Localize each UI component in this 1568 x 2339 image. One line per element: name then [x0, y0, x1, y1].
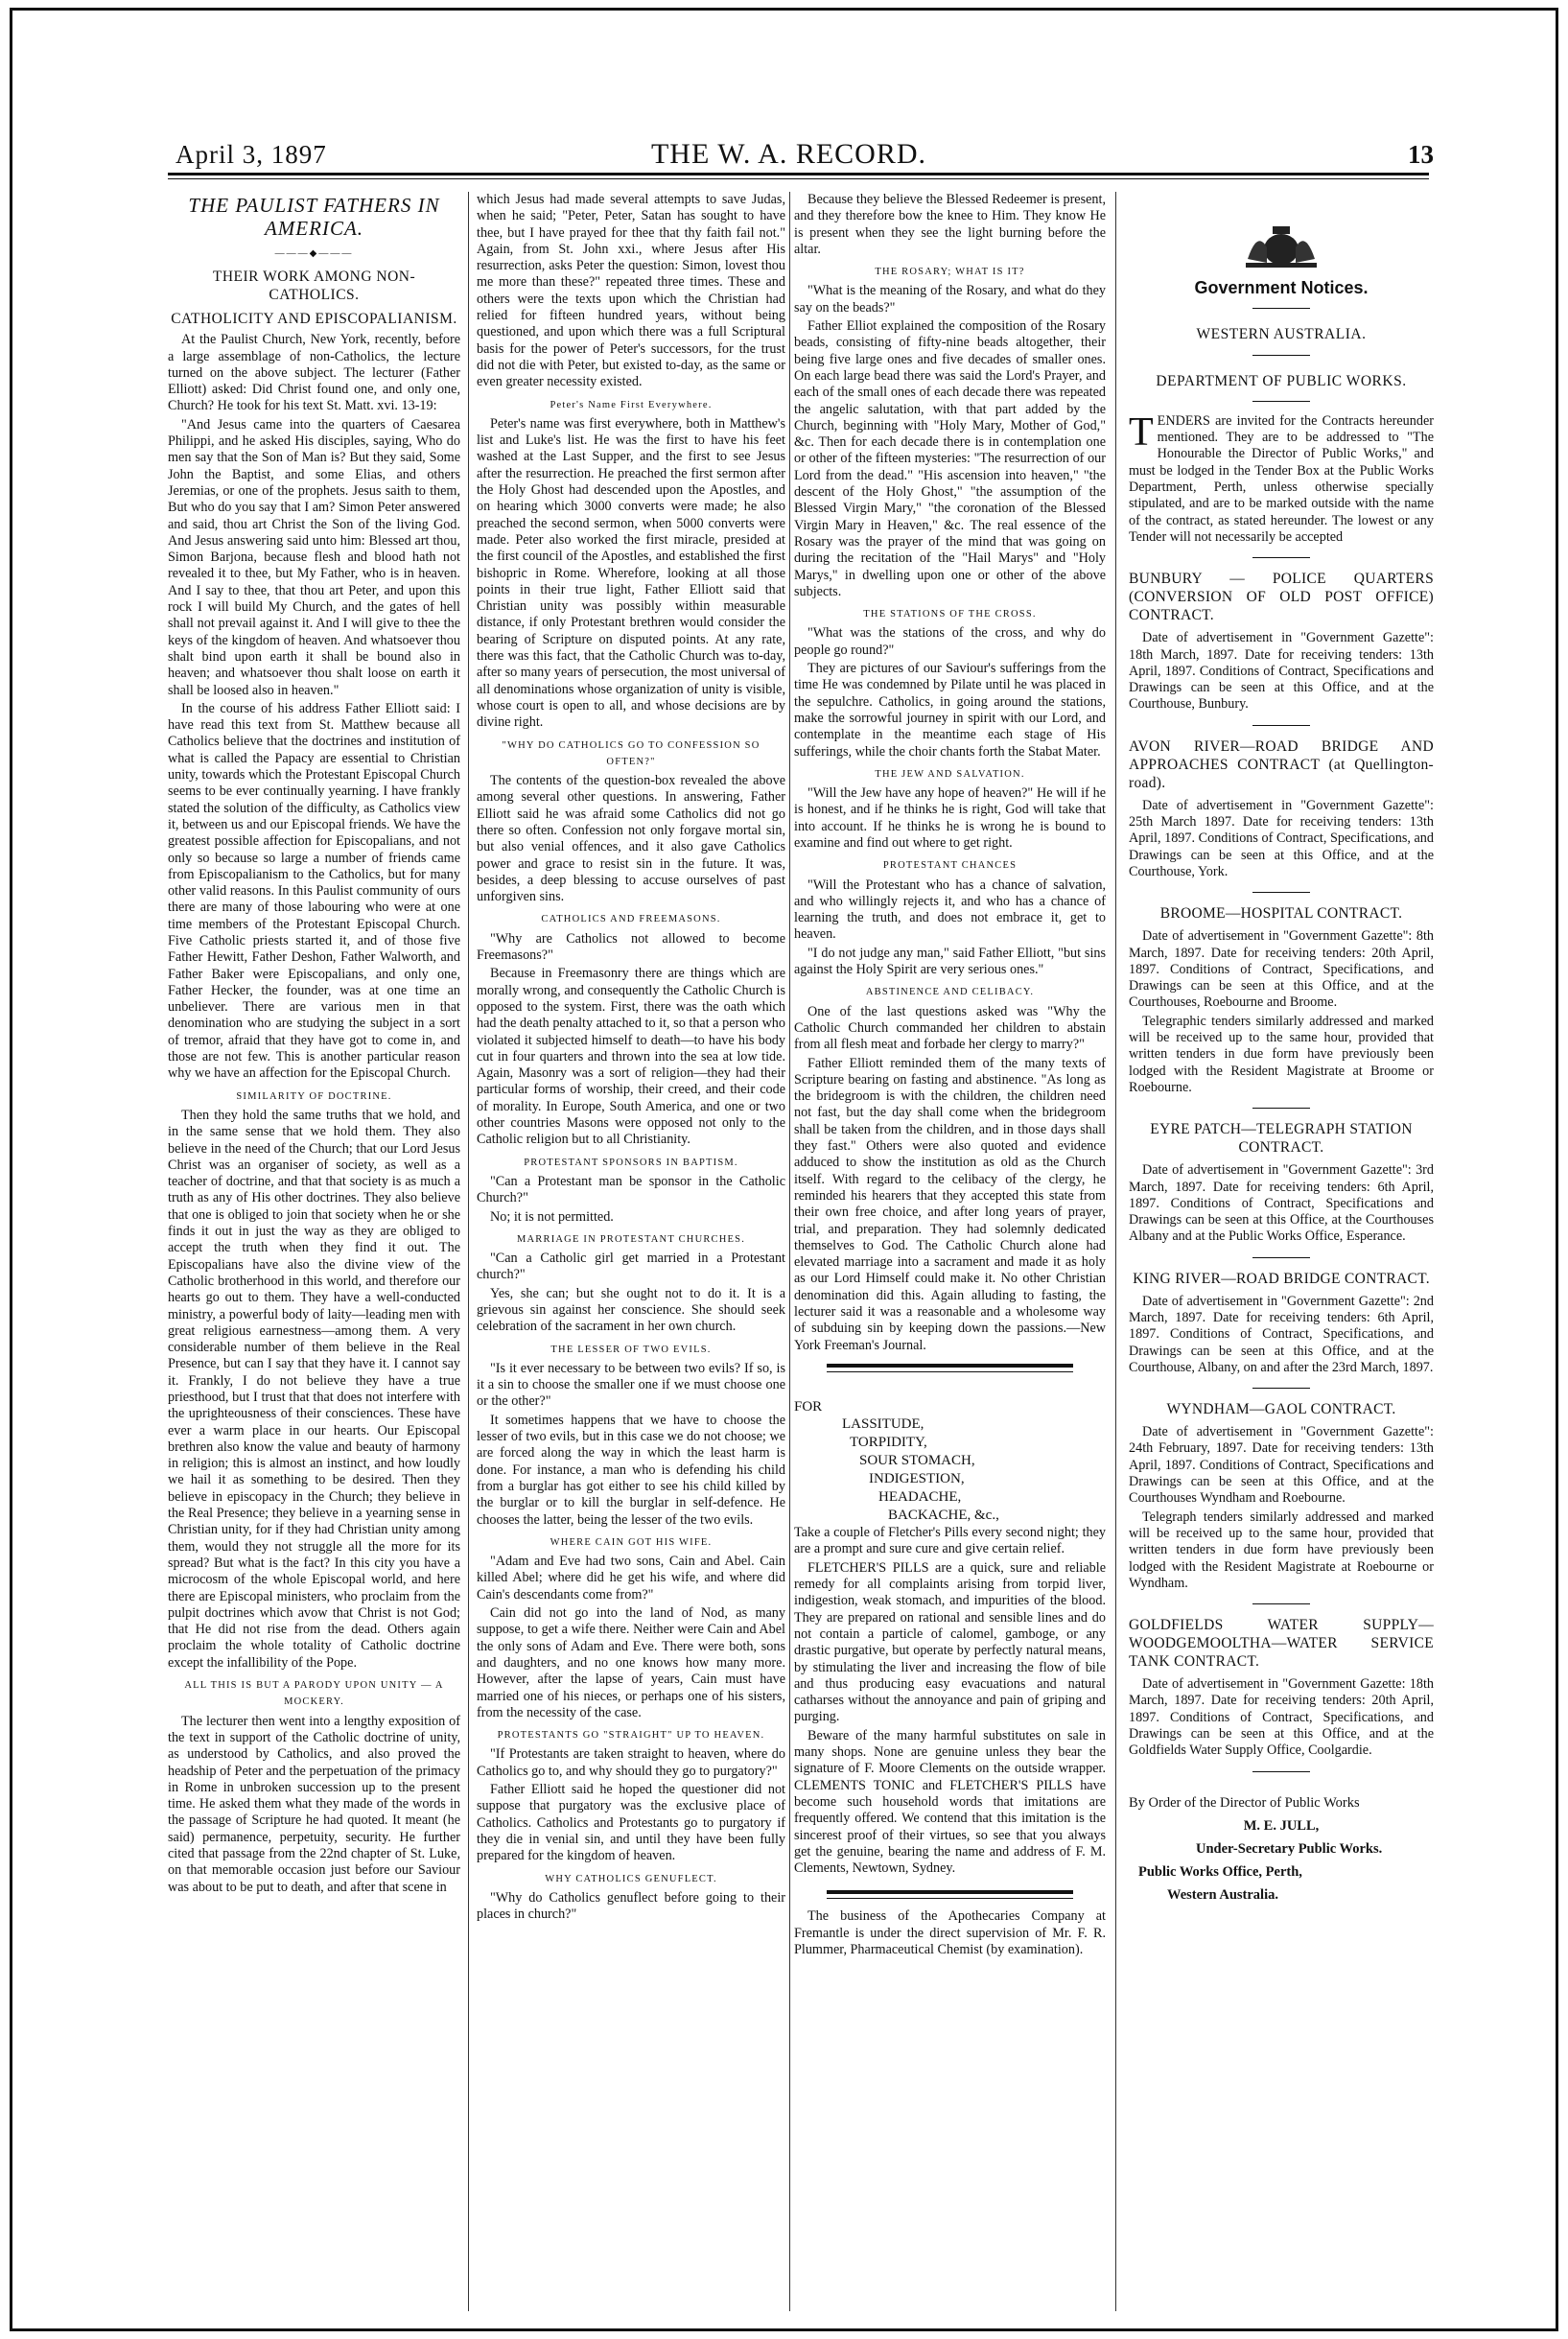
advert-paragraph: Beware of the many harmful substitutes on sale in many shops. None are genuine unless they bear the signature of F. Moore Clements on the outside wrapper. CLEMENTS TONIC and FLETCHER'S PILLS have become such household words that imitations are frequently offered. We contend that this imitation is the sincerest proof of their virtues, so see that you always get the genuine, bearing the name and address of F. M. Clements, Newtown, Sydney.: [794, 1727, 1106, 1877]
article-title: THE PAULIST FATHERS IN AMERICA.: [188, 194, 440, 240]
divider: [1252, 1388, 1310, 1389]
paragraph: Father Elliot explained the composition of the Rosary beads, consisting of fifty-nine beads altogether, their being five large ones and five decades of smaller ones. On each large bead there was said the Lord's Prayer, and each of the small ones of each decade there was repeated the angelic salutation, with that part added by the Church, beginning with "Holy Mary, Mother of God," &c. Then for each decade there is in contemplation one or other of the fifteen mysteries: "The resurrection of our Lord from the dead." "His ascension into heaven," "the descent of the Holy Ghost," "the assumption of the Blessed Virgin Mary," "the coronation of the Blessed Virgin Mary in Heaven," &c. The real essence of the Rosary was the prayer of the mind that was going on during the recitation of the "Hail Marys" and "Holy Marys," in dwelling upon one or other of the above subjects.: [794, 318, 1106, 599]
section-heading: PROTESTANT CHANCES: [882, 860, 1018, 872]
paragraph: "Why are Catholics not allowed to become Freemasons?": [477, 930, 785, 964]
newspaper-page: [139, 134, 1439, 2311]
section-heading: CATHOLICS AND FREEMASONS.: [541, 914, 721, 925]
ailment-item: TORPIDITY,: [850, 1435, 927, 1451]
article-subheading: THEIR WORK AMONG NON-CATHOLICS.: [212, 269, 416, 304]
tender-details: Date of advertisement in "Government Gazette": 25th March 1897. Date for receiving tenders: 13th April, 1897. Conditions of Contract, Specifications, and Drawings can be seen at this Office, and at the Courthouse, York.: [1129, 797, 1434, 879]
column-4: [1129, 192, 1434, 2316]
article-subheading: CATHOLICITY AND EPISCOPALIANISM.: [171, 311, 457, 328]
divider: [1252, 892, 1310, 893]
paragraph: It sometimes happens that we have to choose the lesser of two evils, but in this case we do not choose; we are forced along the way in which the least harm is done. For instance, a man who is defending his child from a burglar has got either to see his child killed by the burglar or to kill the burglar in self-defence. He chooses the latter, being the lesser of the two evils.: [477, 1412, 785, 1528]
state-heading: WESTERN AUSTRALIA.: [1196, 326, 1367, 343]
header-rule-thin: [168, 178, 1429, 179]
tender-title: KING RIVER—ROAD BRIDGE CONTRACT.: [1133, 1270, 1430, 1287]
section-heading: MARRIAGE IN PROTESTANT CHURCHES.: [516, 1233, 746, 1245]
divider: [1252, 557, 1310, 558]
masthead-title: THE W. A. RECORD.: [650, 138, 927, 170]
paragraph: In the course of his address Father Elliott said: I have read this text from St. Matthew because all Catholics believe that the doctrines and institution of what is called the Papacy are essential to Christian unity, towards which the Protestant Episcopal Church seems to be ever continually yearning. I have frankly stated the solution of the difficulty, as Catholics view it, between us and our Episcopal friends. We have the greatest possible affection for Episcopalians, and not only so because so large a number of friends came from Episcopalianism to the Catholics, but for many other valid reasons. In this Paulist community of ours there are many of those labouring who were at one time members of the Protestant Episcopal Church. Five Catholic priests started it, and of those five Father Hewitt, Father Deshon, Father Walworth, and Father Baker were Episcopalians, and only one, Father Hecker, the founder, was at one time an unbeliever. There are various men in that denomination who are studying the subject in a sort of tremor, afraid that they have got to come in, and those are not few. This is another particular reason why we have an affection for the Episcopal Church.: [168, 700, 460, 1082]
page-header: [139, 134, 1439, 176]
ailment-item: SOUR STOMACH,: [859, 1453, 975, 1469]
divider: [1252, 308, 1310, 309]
paragraph: "Is it ever necessary to be between two evils? If so, is it a sin to choose the smaller one if we must choose one or the other?": [477, 1360, 785, 1410]
signature-line: By Order of the Director of Public Works: [1129, 1794, 1360, 1811]
section-heading: PROTESTANTS GO "STRAIGHT" UP TO HEAVEN.: [497, 1730, 765, 1742]
paragraph: The lecturer then went into a lengthy exposition of the text in support of the Catholic doctrine of unity, as understood by Catholics, and also proved the headship of Peter and the perpetuation of the primacy in Rome in unbroken succession up to the present time. He asked them what they made of the words in the passage of Scripture he had quoted. It meant (he said) permanence, perpetuity, security. He further cited that passage from the 22nd chapter of St. Luke, on that memorable occasion just before our Saviour was about to be put to death, and after that scene in: [168, 1713, 460, 1895]
office-address: Public Works Office, Perth,: [1138, 1863, 1302, 1880]
tender-title: EYRE PATCH—TELEGRAPH STATION CONTRACT.: [1150, 1121, 1413, 1157]
paragraph: "Will the Protestant who has a chance of salvation, and who willingly rejects it, and who has a chance of learning the truth, and does not embrace it, get to heaven.: [794, 877, 1106, 943]
tender-title: GOLDFIELDS WATER SUPPLY—WOODGEMOOLTHA—WATER SERVICE TANK CONTRACT.: [1129, 1617, 1434, 1671]
signatory-name: M. E. JULL,: [1243, 1817, 1320, 1834]
section-heading: THE JEW AND SALVATION.: [875, 768, 1025, 780]
tender-title: WYNDHAM—GAOL CONTRACT.: [1166, 1401, 1396, 1418]
paragraph: "Why do Catholics genuflect before going to their places in church?": [477, 1889, 785, 1923]
apothecaries-notice: The business of the Apothecaries Company at Fremantle is under the direct supervision of Mr. F. R. Plummer, Pharmaceutical Chemist (by examination).: [794, 1908, 1106, 1958]
advert-ailment-list: [842, 1415, 1106, 1525]
column-divider: [1115, 192, 1116, 2311]
advert-paragraph: Take a couple of Fletcher's Pills every second night; they are a prompt and sure cure and give certain relief.: [794, 1525, 1106, 1557]
column-divider: [468, 192, 469, 2311]
tender-title: BUNBURY — POLICE QUARTERS (CONVERSION OF OLD POST OFFICE) CONTRACT.: [1129, 571, 1434, 624]
column-3: [794, 192, 1106, 2316]
divider: [1252, 401, 1310, 402]
paragraph: At the Paulist Church, New York, recently, before a large assemblage of non-Catholics, the lecture turned on the above subject. The lecturer (Father Elliott) asked: Did Christ found one, and only one, Church? He took for his text St. Matt. xvi. 13-19:: [168, 332, 460, 414]
advert-rule-thin: [827, 1371, 1073, 1372]
tender-details: Date of advertisement in "Government Gazette: 18th March, 1897. Date for receiving tenders: 20th April, 1897. Conditions of Contract, Specifications, and Drawings can be seen at this Office, and at the Goldfields Water Supply Office, Coolgardie.: [1129, 1676, 1434, 1759]
fletchers-pills-advert: [794, 1399, 1106, 1878]
tender-details: Date of advertisement in "Government Gazette": 8th March, 1897. Date for receiving tenders: 20th April, 1897. Conditions of Contract, Specifications, and Drawings can be seen at this Office, and at the Courthouses, Roebourne and Broome.: [1129, 928, 1434, 1011]
signature-block: [1129, 1791, 1434, 1906]
column-2: [477, 192, 785, 2316]
section-heading: THE LESSER OF TWO EVILS.: [550, 1344, 712, 1355]
paragraph: Father Elliott said he hoped the questioner did not suppose that purgatory was the exclusive place of Catholics. Catholics and Protestants go to purgatory if they die in venial sin, and until they have been fully prepared for the kingdom of heaven.: [477, 1782, 785, 1864]
ailment-item: LASSITUDE,: [842, 1416, 924, 1433]
tender-details: Date of advertisement in "Government Gazette": 2nd March, 1897. Date for receiving tenders: 6th April, 1897. Conditions of Contract, Specifications, and Drawings can be seen at this Office, and at the Courthouse, Albany, on and after the 23rd March, 1897.: [1129, 1293, 1434, 1375]
header-rule: [168, 173, 1429, 175]
section-heading: WHY CATHOLICS GENUFLECT.: [545, 1873, 717, 1884]
divider: [1252, 725, 1310, 726]
paragraph: The contents of the question-box revealed the above among several other questions. In answering, Father Elliott said he was afraid some Catholics did not go there so often. Confession not only forgave mortal sin, but also venial offences, and it also gave Catholics power and grace to resist sin in the future. It was, besides, a deep blessing to accuse ourselves of past unforgiven sins.: [477, 773, 785, 905]
paragraph: Cain did not go into the land of Nod, as many suppose, to get a wife there. Neither were Cain and Abel the only sons of Adam and Eve. There were both, sons and daughters, and no one knows how many more. However, after the lapse of years, Cain must have married one of his nieces, or perhaps one of his sisters, from the necessity of the case.: [477, 1605, 785, 1720]
paragraph: "What was the stations of the cross, and why do people go round?": [794, 625, 1106, 658]
paragraph: Because they believe the Blessed Redeemer is present, and they therefore bow the knee to Him. They know He is present when they see the light burning before the altar.: [794, 192, 1106, 257]
ailment-item: HEADACHE,: [878, 1489, 962, 1506]
tender-details: Date of advertisement in "Government Gazette": 3rd March, 1897. Date for receiving tenders: 6th April, 1897. Conditions of Contract, Specifications and Drawings can be seen at this Office, at the Courthouses Albany and at the Public Works Office, Esperance.: [1129, 1162, 1434, 1245]
column-1: [168, 192, 460, 2316]
department-heading: DEPARTMENT OF PUBLIC WORKS.: [1156, 372, 1407, 389]
divider: [1252, 1771, 1310, 1772]
issue-date: April 3, 1897: [176, 140, 327, 169]
office-state: Western Australia.: [1167, 1886, 1278, 1903]
paragraph: "Adam and Eve had two sons, Cain and Abel. Cain killed Abel; where did he get his wife, and where did Cain's descendants come from?": [477, 1554, 785, 1602]
section-heading: THE STATIONS OF THE CROSS.: [863, 609, 1037, 620]
section-heading: ABSTINENCE AND CELIBACY.: [865, 987, 1035, 998]
section-heading: THE ROSARY; WHAT IS IT?: [875, 267, 1025, 278]
paragraph: "Will the Jew have any hope of heaven?" He will if he is honest, and if he thinks he is right, God will take that into account. If he thinks he is wrong he is bound to examine and find out where to get right.: [794, 785, 1106, 851]
section-title: Government Notices.: [1194, 278, 1369, 297]
section-heading: SIMILARITY OF DOCTRINE.: [236, 1090, 392, 1102]
divider: [1252, 1257, 1310, 1258]
paragraph: Peter's name was first everywhere, both in Matthew's list and Luke's list. He was the first to have his feet washed at the Last Supper, and the first to see Jesus after the resurrection. He preached the first sermon after the Holy Ghost had descended upon the Apostles, and on hearing which 3000 converts were made; he also preached the second sermon, when 5000 converts were made. Peter also worked the first miracle, presided at the first council of the Apostles, and established the first bishopric in Rome. Wherefore, looking at all those points in their true light, Father Elliott said that Christian unity was possibly within measurable distance, if only Protestant brethren would consider the bearing of Scripture on disputed points. At any rate, there was this fact, that the Catholic Church was to-day, after so many years of persecution, the most universal of all denominations whose organization of unity is visible, whose court is open to all, and whose decisions are by divine right.: [477, 415, 785, 731]
paragraph: "If Protestants are taken straight to heaven, where do Catholics go to, and why should they go to purgatory?": [477, 1746, 785, 1779]
coat-of-arms-icon: [1129, 221, 1434, 274]
divider: [1252, 355, 1310, 356]
drop-cap: T: [1129, 409, 1154, 455]
column-divider: [789, 192, 790, 2311]
advert-rule: [827, 1364, 1073, 1368]
advert-for-label: FOR: [794, 1398, 823, 1415]
paragraph: "Can a Protestant man be sponsor in the Catholic Church?": [477, 1173, 785, 1206]
paragraph: "And Jesus came into the quarters of Caesarea Philippi, and he asked His disciples, saying, Who do men say that the Son of Man is? But they said, Some John the Baptist, and some Elias, and others Jeremias, or one of the prophets. Jesus saith to them, But who do you say that I am? Simon Peter answered and said, thou art Christ the Son of the living God. And Jesus answering said unto him: Blessed art thou, Simon Barjona, because flesh and blood hath not revealed it to thee, but My Father, who is in heaven. And I say to thee, that thou art Peter, and upon this rock I will build My Church, and the gates of hell shall not prevail against it. And I will give to thee the keys of the kingdom of heaven. And whatsoever thou shalt bind upon earth it shall be bound also in heaven; and whatsoever thou shalt loose on earth it shall be loosed also in heaven.": [168, 416, 460, 698]
signatory-title: Under-Secretary Public Works.: [1196, 1840, 1383, 1857]
section-heading: "WHY DO CATHOLICS GO TO CONFESSION SO OFTEN?": [502, 739, 761, 767]
tender-intro: TENDERS are invited for the Contracts hereunder mentioned. They are to be addressed to "The Honourable the Director of Public Works," and must be lodged in the Tender Box at the Public Works Department, Perth, unless otherwise specially stipulated, and are to be marked outside with the name of the contract, as stated hereunder. The lowest or any Tender will not necessarily be accepted: [1129, 409, 1434, 545]
section-heading: WHERE CAIN GOT HIS WIFE.: [550, 1536, 713, 1548]
paragraph: Then they hold the same truths that we hold, and in the same sense that we hold them. They also believe in the need of the Church; that our Lord Jesus Christ was an organiser of society, as well as a teacher of doctrine, and that that society is as much a truth as any of His other doctrines. They also believe that one is obliged to join that society when he or she finds it out in just the way as they are obliged to accept the truth when they find it out. The Episcopalians have also the divine view of the Catholic brotherhood in this world, and therefore our hearts go out to them. They have a well-conducted ministry, a powerful body of laity—leading men with great religious earnestness—among them. A very considerable number of them believe in the Real Presence, but can I say that they have it. I cannot say it. Frankly, I do not believe they have a true priesthood, but I trust that that does not interfere with the uprighteousness of their consciences. These have ever a warm place in our hearts. Our Episcopal brethren also know the value and beauty of harmony in religion; this is almost an instinct, and how loudly we hail it as something to be desired. Then they believe in episcopacy in the Church; they believe in the Real Presence; they believe in a yearning sense in Christian unity, for if they had Christian unity among them, would they not struggle all the more for its spread? But what is the fact? In this city you have a microcosm of the whole Episcopal world, and here there are Episcopal ministers, who proclaim from the pulpit doctrines which avow that Christ is not God; that He did not rise from the dead. Others again proclaim the whole totality of Catholic doctrine except the infallibility of the Pope.: [168, 1107, 460, 1671]
paragraph: which Jesus had made several attempts to save Judas, when he said; "Peter, Peter, Satan has sought to have thee, but I have prayed for thee that thy faith fail not." Again, from St. John xxi., where Jesus after His resurrection, asks Peter the question: Simon, lovest thou me more than these?" repeated three times. These and others were the texts upon which the Christian had relied for fifteen hundred years, without being questioned, and upon which there was a full Scriptural basis for the power of Peter's successors, for the trust did not die with Peter, but existed to-day, as the same or even greater necessity existed.: [477, 192, 785, 390]
tender-details: Date of advertisement in "Government Gazette": 24th February, 1897. Date for receiving tenders: 13th April, 1897. Conditions of Contract, Specifications and Drawings can be seen at this Office, and at the Courthouses Wyndham and Roebourne.: [1129, 1424, 1434, 1507]
paragraph: "Can a Catholic girl get married in a Protestant church?": [477, 1251, 785, 1283]
ailment-item: BACKACHE, &c.,: [888, 1508, 999, 1524]
page-number: 13: [1408, 140, 1434, 169]
paragraph: Father Elliott reminded them of the many texts of Scripture bearing on fasting and abstinence. "As long as the bridegroom is with the children, the children need not fast, but the day shall come when the bridegroom shall be taken from the children, and in those days shall they fast." Others were also quoted and evidence adduced to show the institution as old as the Church itself. With regard to the celibacy of the clergy, he reminded his hearers that they accepted this state from their own free choice, and after long years of prayer, trial, and preparation. They had solemnly dedicated themselves to God. The Catholic Church alone had elevated marriage into a sacrament and made it as holy as our Lord Himself could make it. No other Christian denomination did this. Again alluding to fasting, the lecturer said it was a reasonable and a wholesome way of subduing sin by keeping down the passions.—New York Freeman's Journal.: [794, 1055, 1106, 1353]
paragraph: "I do not judge any man," said Father Elliott, "but sins against the Holy Spirit are very serious ones.": [794, 945, 1106, 978]
tender-details: Telegraph tenders similarly addressed and marked will be received up to the same hour, provided that written tenders in due form have previously been lodged with the Resident Magistrate at Roebourne or Wyndham.: [1129, 1509, 1434, 1591]
tender-title: BROOME—HOSPITAL CONTRACT.: [1159, 905, 1403, 923]
section-heading: ALL THIS IS BUT A PARODY UPON UNITY — A MOCKERY.: [184, 1680, 444, 1708]
section-heading: Peter's Name First Everywhere.: [550, 399, 713, 410]
section-heading: PROTESTANT SPONSORS IN BAPTISM.: [524, 1157, 738, 1168]
ornament-divider: ———◆———: [274, 248, 354, 259]
paragraph: They are pictures of our Saviour's sufferings from the time He was condemned by Pilate until he was placed in the sepulchre. Catholics, in going around the stations, make the sorrowful journey in spirit with our Lord, and contemplate in the meantime each stage of His sufferings, while the choir chants forth the Stabat Mater.: [794, 661, 1106, 760]
tender-details: Date of advertisement in "Government Gazette": 18th March, 1897. Date for receiving tenders: 13th April, 1897. Conditions of Contract, Specifications and Drawings can be seen at this Office, and at the Courthouse, Bunbury.: [1129, 630, 1434, 713]
notice-rule-thin: [827, 1898, 1073, 1899]
paragraph: One of the last questions asked was "Why the Catholic Church commanded her children to abstain from all flesh meat and forbade her clergy to marry?": [794, 1003, 1106, 1053]
notice-rule: [827, 1890, 1073, 1894]
divider: [1252, 1108, 1310, 1109]
paragraph: Yes, she can; but she ought not to do it. It is a grievous sin against her conscience. She should seek celebration of the sacrament in her own church.: [477, 1285, 785, 1335]
ailment-item: INDIGESTION,: [869, 1471, 965, 1487]
tender-title: AVON RIVER—ROAD BRIDGE AND APPROACHES CONTRACT (at Quellington-road).: [1129, 737, 1434, 791]
divider: [1252, 1603, 1310, 1604]
paragraph: "What is the meaning of the Rosary, and what do they say on the beads?": [794, 283, 1106, 316]
paragraph: No; it is not permitted.: [490, 1208, 614, 1225]
paragraph: Because in Freemasonry there are things which are morally wrong, and consequently the Catholic Church is opposed to the system. First, there was the oath which had the death penalty attached to it, so that a person who violated it subjected himself to death—to have his body cut in four quarters and thrown into the sea at low tide. Again, Masonry was a sort of religion—they had their particular forms of worship, their creed, and their code of morality. In Europe, South America, and one or two other countries Masons were opposed not only to the Catholic religion but to all Christianity.: [477, 966, 785, 1148]
advert-paragraph: FLETCHER'S PILLS are a quick, sure and reliable remedy for all complaints arising from torpid liver, indigestion, weak stomach, and impurities of the blood. They are prepared on rational and sensible lines and do not contain a particle of calomel, gamboge, or any drastic purgative, but operate by perfectly natural means, by stimulating the liver and increasing the flow of bile and thus producing easy evacuations and natural catharses without the annoyance and pain of griping and purging.: [794, 1559, 1106, 1725]
tender-details: Telegraphic tenders similarly addressed and marked will be received up to the same hour, provided that written tenders in due form have previously been lodged with the Resident Magistrate at Broome or Roebourne.: [1129, 1013, 1434, 1095]
